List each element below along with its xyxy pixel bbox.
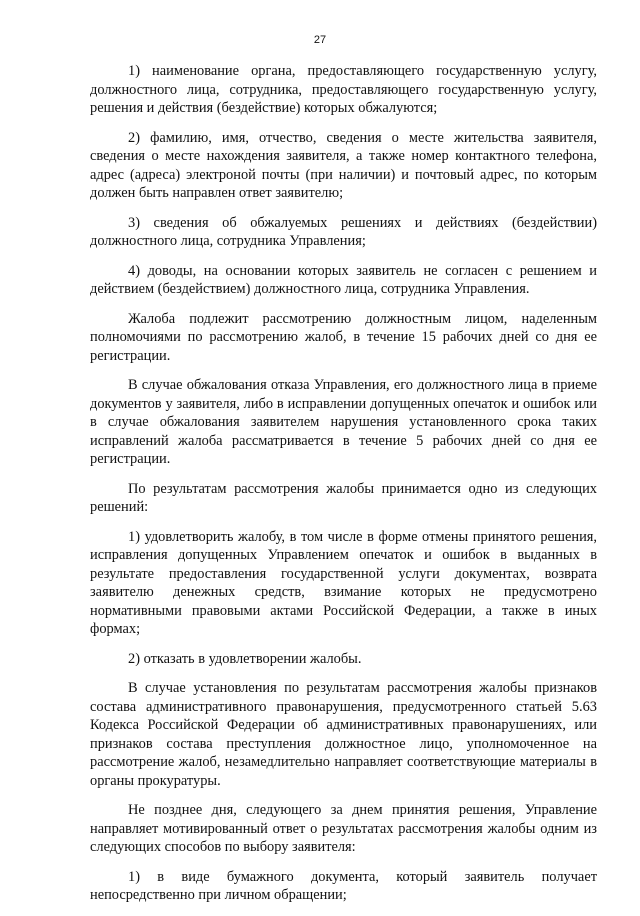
paragraph: 1) удовлетворить жалобу, в том числе в форме отмены принятого решения, исправления допущенных Управлением опечаток и ошибок в выданных в результате предоставления государственной услуги документах, возврата заявителю денежных средств, взимание которых не предусмотрено нормативными правовыми актами Российской Федерации, а также в иных формах; [90, 528, 597, 637]
paragraph: В случае обжалования отказа Управления, его должностного лица в приеме документов у заявителя, либо в исправлении допущенных опечаток и ошибок или в случае обжалования заявителем нарушения установленного срока таких исправлений жалоба рассматривается в течение 5 рабочих дней со дня ее регистрации. [90, 377, 597, 467]
document-body [90, 62, 597, 916]
paragraph: В случае установления по результатам рассмотрения жалобы признаков состава административного правонарушения, предусмотренного статьей 5.63 Кодекса Российской Федерации об административных правонарушениях, или признаков состава преступления должностное лицо, уполномоченное на рассмотрение жалоб, незамедлительно направляет соответствующие материалы в органы прокуратуры. [90, 680, 597, 789]
paragraph: 1) наименование органа, предоставляющего государственную услугу, должностного лица, сотрудника, предоставляющего государственную услугу, решения и действия (бездействие) которых обжалуются; [90, 63, 597, 116]
paragraph: Не позднее дня, следующего за днем принятия решения, Управление направляет мотивированный ответ о результатах рассмотрения жалобы одним из следующих способов по выбору заявителя: [90, 802, 597, 855]
paragraph: Жалоба подлежит рассмотрению должностным лицом, наделенным полномочиями по рассмотрению жалоб, в течение 15 рабочих дней со дня ее регистрации. [90, 310, 597, 364]
page-number: 27 [313, 34, 327, 46]
paragraph: 1) в виде бумажного документа, который заявитель получает непосредственно при личном обращении; [90, 868, 597, 903]
paragraph: По результатам рассмотрения жалобы принимается одно из следующих решений: [90, 480, 597, 515]
paragraph: 2) отказать в удовлетворении жалобы. [128, 650, 362, 667]
paragraph: 3) сведения об обжалуемых решениях и действиях (бездействии) должностного лица, сотрудника Управления; [90, 214, 597, 249]
paragraph: 4) доводы, на основании которых заявитель не согласен с решением и действием (бездействием) должностного лица, сотрудника Управления. [90, 262, 597, 297]
paragraph: 2) фамилию, имя, отчество, сведения о месте жительства заявителя, сведения о месте нахождения заявителя, а также номер контактного телефона, адрес (адреса) электроной почты (при наличии) и почтовый адрес, по которым должен быть направлен ответ заявителю; [90, 129, 597, 201]
